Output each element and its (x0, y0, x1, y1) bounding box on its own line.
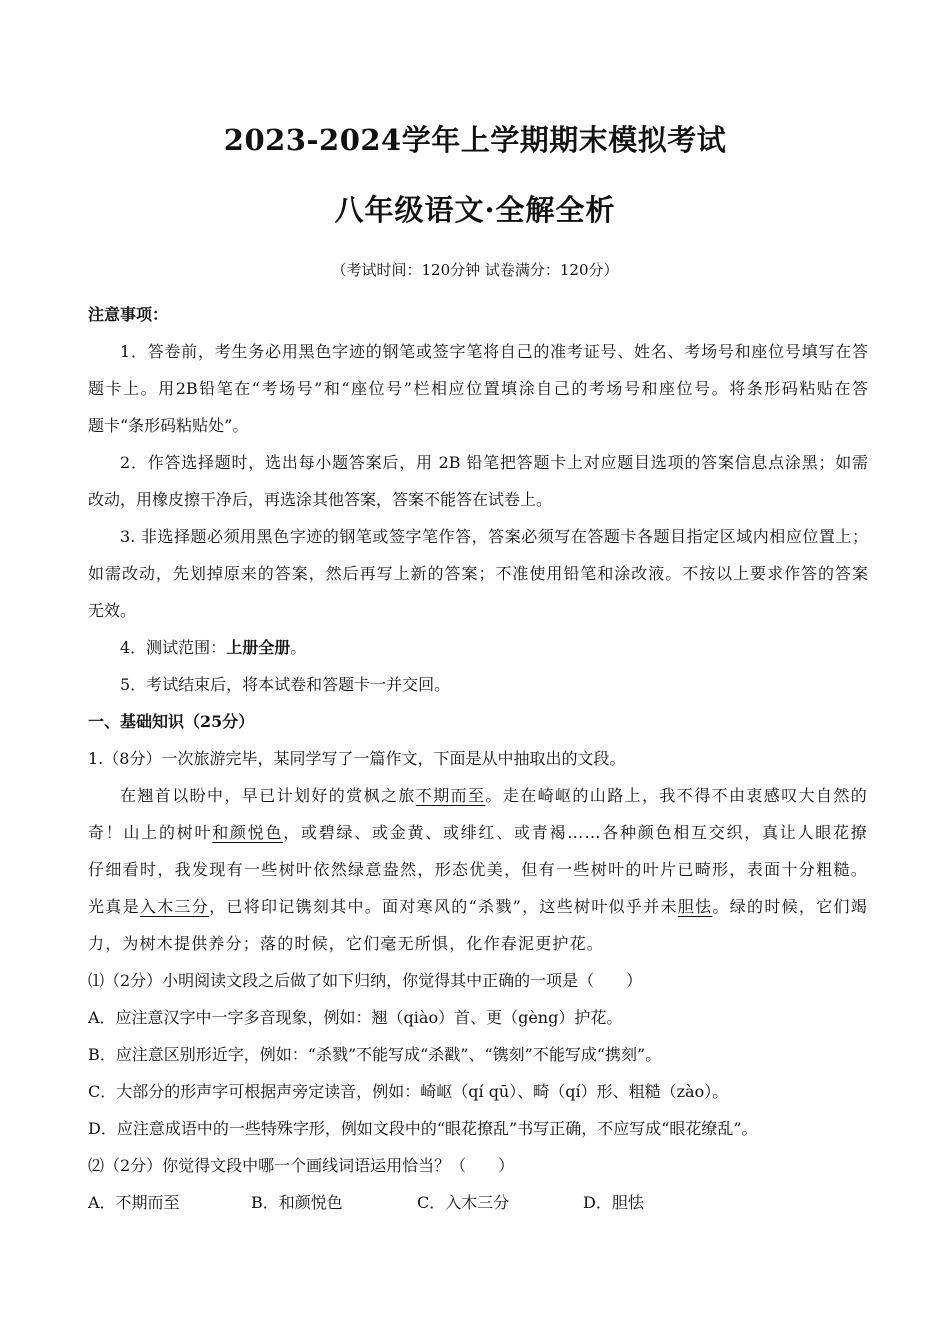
section-heading: 一、基础知识（25分） (88, 712, 255, 731)
passage-text: 在翘首以盼中，早已计划好的赏枫之旅 (120, 786, 416, 805)
passage-line-4 (88, 888, 868, 925)
notice-item-3-line-3: 无效。 (88, 601, 137, 620)
question-1-stem: 1.（8分）一次旅游完毕，某同学写了一篇作文，下面是从中抽取出的文段。 (88, 749, 626, 768)
exam-title: 2023-2024学年上学期期末模拟考试 (223, 123, 727, 157)
subquestion-2-options (88, 1184, 868, 1221)
subquestion-2-option-b: B．和颜悦色 (251, 1193, 343, 1212)
subquestion-2-stem: ⑵（2分）你觉得文段中哪一个画线词语运用恰当？（ ） (88, 1156, 515, 1175)
subquestion-2-option-c: C．入木三分 (417, 1193, 510, 1212)
underlined-phrase-3: 入木三分 (139, 897, 210, 916)
notice-heading: 注意事项： (88, 305, 169, 324)
passage-line-5: 力，为树木提供养分；落的时候，它们毫无所惧，化作春泥更护花。 (88, 934, 605, 953)
passage-line-3: 仔细看时，我发现有一些树叶依然绿意盎然，形态优美，但有一些树叶的叶片已畸形，表面十分粗糙。 (88, 860, 868, 879)
underlined-phrase-1: 不期而至 (415, 786, 486, 805)
notice-item-2-line-1: 2．作答选择题时，选出每小题答案后，用 2B 铅笔把答题卡上对应题目选项的答案信息点涂黑；如需 (120, 453, 868, 472)
exam-subtitle: 八年级语文·全解全析 (334, 193, 616, 227)
passage-text: 。绿的时候，它们竭 (712, 897, 868, 916)
notice-item-4-end: 。 (290, 638, 307, 657)
notice-item-4 (88, 629, 868, 666)
passage-line-2 (88, 814, 868, 851)
notice-item-1-line-2: 题卡上。用2B铅笔在“考场号”和“座位号”栏相应位置填涂自己的考场号和座位号。将条形码粘贴在答 (88, 379, 868, 398)
notice-item-5: 5．考试结束后，将本试卷和答题卡一并交回。 (120, 675, 451, 694)
notice-item-3-line-1: 3. 非选择题必须用黑色字迹的钢笔或签字笔作答，答案必须写在答题卡各题目指定区域内相应位置上； (120, 527, 868, 546)
notice-item-4-label: 4．测试范围： (120, 638, 227, 657)
passage-line-1 (88, 777, 868, 814)
subquestion-2-option-a: A．不期而至 (88, 1193, 180, 1212)
passage-text: 光真是 (88, 897, 140, 916)
notice-item-4-scope: 上册全册 (226, 638, 291, 657)
passage-text: ，或碧绿、或金黄、或绯红、或青褐……各种颜色相互交织，真让人眼花撩 (283, 823, 868, 842)
notice-item-2-line-2: 改动，用橡皮擦干净后，再选涂其他答案，答案不能答在试卷上。 (88, 490, 553, 509)
passage-text: 奇！山上的树叶 (88, 823, 213, 842)
underlined-phrase-2: 和颜悦色 (212, 823, 284, 842)
notice-item-1-line-3: 题卡“条形码粘贴处”。 (88, 416, 249, 435)
underlined-phrase-4: 胆怯 (677, 897, 713, 916)
subquestion-1-option-d: D．应注意成语中的一些特殊字形，例如文段中的“眼花撩乱”书写正确，不应写成“眼花缭乱”。 (88, 1119, 758, 1138)
exam-meta: （考试时间：120分钟 试卷满分：120分） (331, 261, 619, 279)
notice-item-1-line-1: 1．答卷前，考生务必用黑色字迹的钢笔或签字笔将自己的准考证号、姓名、考场号和座位号填写在答 (120, 342, 868, 361)
subquestion-2-option-d: D．胆怯 (583, 1193, 644, 1212)
notice-item-3-line-2: 如需改动，先划掉原来的答案，然后再写上新的答案；不准使用铅笔和涂改液。不按以上要求作答的答案 (88, 564, 868, 583)
exam-body (88, 296, 868, 1221)
subquestion-1-option-c: C．大部分的形声字可根据声旁定读音，例如：崎岖（qí qū）、畸（qí）形、粗糙（zào）。 (88, 1082, 729, 1101)
passage-text: ，已将印记镌刻其中。面对寒风的“杀戮”，这些树叶似乎并未 (209, 897, 678, 916)
subquestion-1-option-a: A．应注意汉字中一字多音现象，例如：翘（qiào）首、更（gèng）护花。 (88, 1008, 623, 1027)
subquestion-1-stem: ⑴（2分）小明阅读文段之后做了如下归纳，你觉得其中正确的一项是（ ） (88, 971, 643, 990)
passage-text: 。走在崎岖的山路上，我不得不由衷感叹大自然的 (485, 786, 868, 805)
subquestion-1-option-b: B．应注意区别形近字，例如：“杀戮”不能写成“杀戳”、“镌刻”不能写成“携刻”。 (88, 1045, 662, 1064)
